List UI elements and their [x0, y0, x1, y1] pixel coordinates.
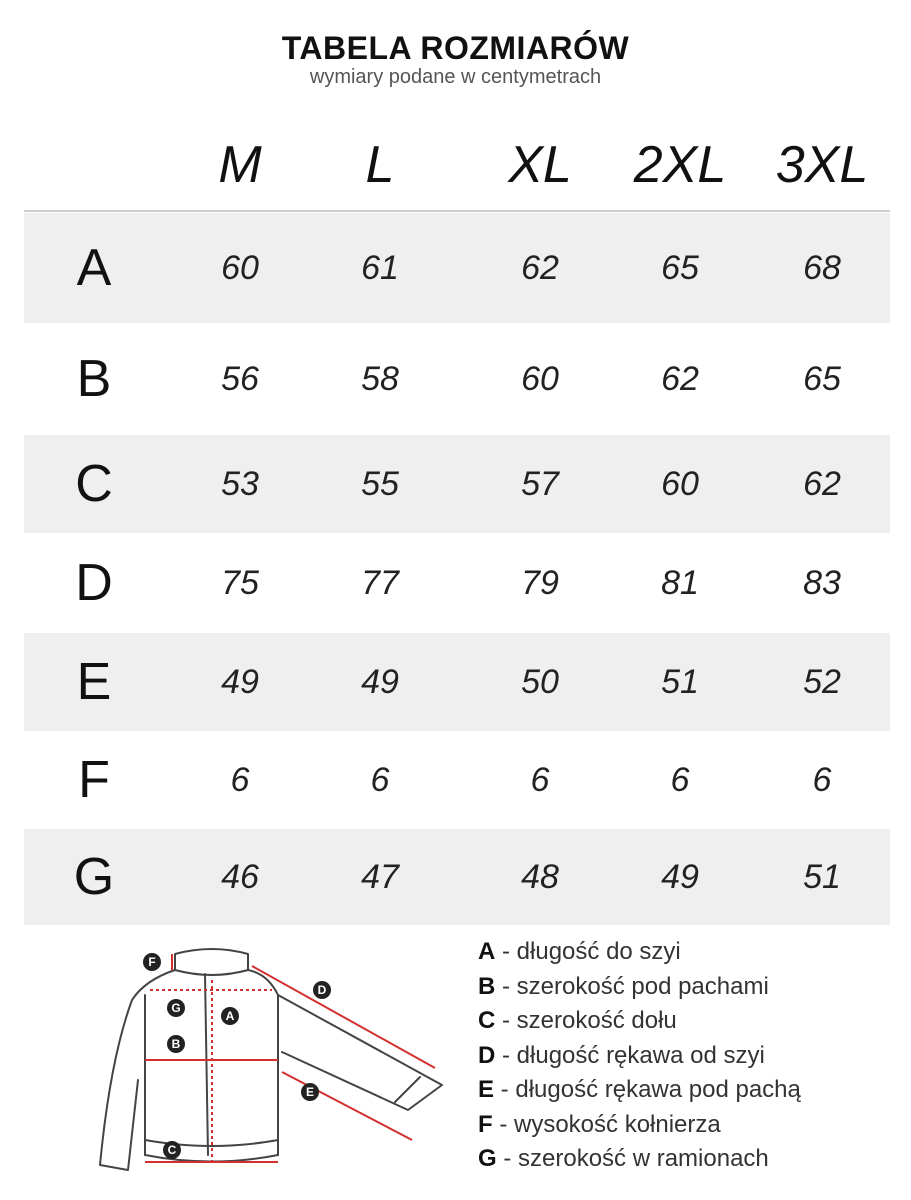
table-cell: 79: [521, 564, 559, 602]
table-cell: 62: [661, 360, 699, 398]
table-cell: 77: [361, 564, 399, 602]
table-cell: 53: [221, 465, 259, 503]
table-cell: 65: [803, 360, 841, 398]
table-cell: 58: [361, 360, 399, 398]
table-row-a: [24, 213, 890, 323]
legend-separator: -: [496, 1145, 518, 1172]
row-label: C: [75, 455, 113, 513]
legend: [478, 935, 898, 1177]
legend-text: wysokość kołnierza: [514, 1110, 721, 1138]
table-row-e: [24, 633, 890, 731]
table-cell: 51: [803, 858, 841, 896]
legend-text: szerokość dołu: [516, 1007, 677, 1034]
marker-d: D: [317, 983, 327, 997]
size-header-l: L: [365, 136, 395, 194]
row-label: D: [75, 554, 113, 612]
size-header-m: M: [218, 136, 262, 194]
table-cell: 57: [521, 465, 559, 503]
size-header-xl: XL: [508, 136, 572, 194]
table-cell: 47: [361, 858, 399, 896]
marker-a: A: [225, 1009, 235, 1023]
legend-item-e: [478, 1073, 898, 1108]
marker-g: G: [171, 1001, 181, 1015]
table-cell: 49: [221, 663, 259, 701]
legend-key: E: [478, 1076, 495, 1103]
size-header-2xl: 2XL: [633, 136, 727, 194]
table-cell: 51: [661, 663, 699, 701]
table-cell: 6: [370, 761, 390, 799]
table-cell: 62: [521, 249, 559, 287]
table-cell: 49: [361, 663, 399, 701]
page-subtitle: wymiary podane w centymetrach: [309, 66, 602, 88]
legend-separator: -: [492, 1110, 514, 1138]
legend-item-d: [478, 1039, 898, 1074]
table-row-d: [24, 533, 890, 633]
table-cell: 50: [521, 663, 559, 701]
legend-item-g: [478, 1142, 898, 1177]
legend-text: długość rękawa pod pachą: [515, 1076, 801, 1103]
legend-separator: -: [495, 972, 517, 1000]
legend-text: długość rękawa od szyi: [516, 1041, 765, 1069]
table-cell: 65: [661, 249, 699, 287]
table-cell: 46: [221, 858, 259, 896]
legend-key: G: [478, 1145, 497, 1172]
table-cell: 49: [661, 858, 699, 896]
table-cell: 48: [521, 858, 559, 896]
legend-key: B: [478, 972, 496, 1000]
row-label: G: [73, 848, 115, 906]
table-row-c: [24, 435, 890, 533]
table-cell: 60: [221, 249, 259, 287]
marker-e: E: [305, 1085, 315, 1099]
legend-separator: -: [495, 1041, 517, 1069]
table-cell: 52: [803, 663, 841, 701]
legend-key: F: [478, 1110, 493, 1138]
table-cell: 81: [661, 564, 699, 602]
table-cell: 61: [361, 249, 399, 287]
table-row-f: [24, 731, 890, 829]
marker-f: F: [148, 955, 156, 969]
legend-separator: -: [494, 1076, 516, 1103]
table-cell: 60: [661, 465, 699, 503]
legend-item-a: [478, 935, 898, 970]
page-title: TABELA ROZMIARÓW: [281, 30, 630, 66]
legend-item-c: [478, 1004, 898, 1039]
table-cell: 6: [812, 761, 832, 799]
header-divider: [24, 210, 890, 212]
table-cell: 60: [521, 360, 559, 398]
table-cell: 68: [803, 249, 841, 287]
legend-item-b: [478, 970, 898, 1005]
legend-text: długość do szyi: [516, 938, 681, 965]
table-row-b: [24, 323, 890, 435]
table-cell: 75: [221, 564, 259, 602]
legend-text: szerokość pod pachami: [516, 972, 769, 1000]
row-label: B: [76, 350, 112, 408]
table-cell: 83: [803, 564, 841, 602]
row-label: A: [76, 239, 112, 297]
table-cell: 6: [530, 761, 550, 799]
legend-separator: -: [495, 938, 517, 965]
legend-key: D: [478, 1041, 496, 1069]
legend-item-f: [478, 1108, 898, 1143]
table-cell: 6: [230, 761, 250, 799]
row-label: E: [76, 653, 112, 711]
legend-text: szerokość w ramionach: [518, 1145, 769, 1172]
legend-separator: -: [495, 1007, 517, 1034]
table-cell: 62: [803, 465, 841, 503]
size-header-3xl: 3XL: [775, 136, 869, 194]
table-cell: 55: [361, 465, 399, 503]
marker-c: C: [167, 1143, 177, 1157]
jacket-diagram: [90, 940, 460, 1190]
legend-key: A: [478, 938, 496, 965]
marker-b: B: [171, 1037, 181, 1051]
legend-key: C: [478, 1007, 496, 1034]
table-cell: 6: [670, 761, 690, 799]
table-cell: 56: [221, 360, 259, 398]
row-label: F: [78, 751, 110, 809]
table-row-g: [24, 829, 890, 925]
